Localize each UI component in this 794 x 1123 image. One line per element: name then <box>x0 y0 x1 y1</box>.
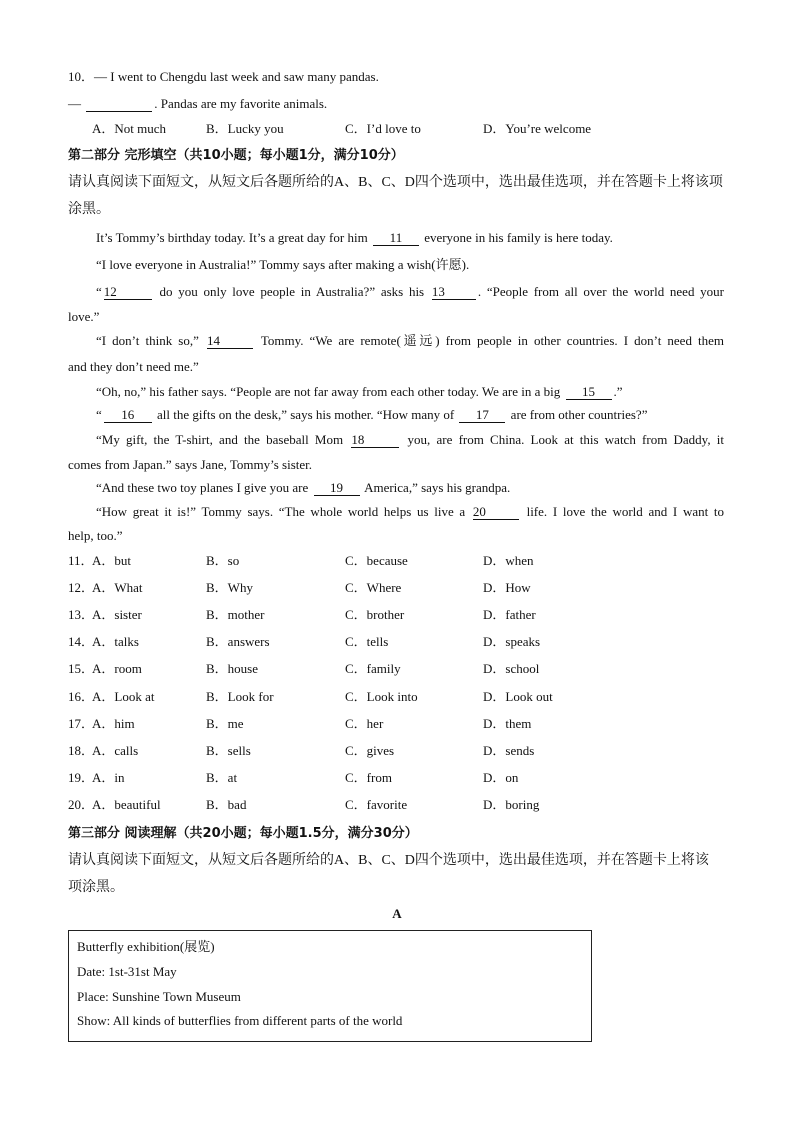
option-b: B．at <box>206 769 238 785</box>
question-number: 13． <box>68 607 95 623</box>
option-d: D．school <box>483 661 540 677</box>
blank-15: 15 <box>566 385 612 400</box>
option-b: B．Look for <box>206 688 274 704</box>
option-d: D．when <box>483 553 534 568</box>
option-a: A．beautiful <box>92 796 161 812</box>
passage-text: “How great it is!” Tommy says. “The whole world helps us live a <box>96 504 466 519</box>
option-a: A．room <box>92 661 142 677</box>
blank-11: 11 <box>373 231 419 246</box>
notice-box <box>68 930 592 1042</box>
passage-text: “And these two toy planes I give you are <box>96 480 309 495</box>
section-label-a: A <box>392 906 402 921</box>
option-d: D．How <box>483 580 531 596</box>
passage-p6 <box>96 406 647 424</box>
passage-p5 <box>96 383 623 401</box>
option-d: D．them <box>483 715 532 731</box>
option-c: C．tells <box>345 634 389 650</box>
passage-p4 <box>96 332 724 350</box>
option-b: B．so <box>206 553 240 568</box>
option-d: D．sends <box>483 742 535 758</box>
passage-text: .” <box>613 384 623 399</box>
passage-p3 <box>96 283 724 301</box>
notice-title: Butterfly exhibition(展览) <box>77 939 215 954</box>
q10-blank <box>86 97 152 112</box>
notice-date: Date: 1st-31st May <box>77 964 177 979</box>
option-d: D．Look out <box>483 688 553 704</box>
part2-heading: 第二部分 完形填空（共10小题；每小题1分，满分10分） <box>68 148 404 163</box>
q10-reply <box>68 95 327 113</box>
q10-option-d: D．You’re welcome <box>483 121 592 136</box>
passage-text: It’s Tommy’s birthday today. It’s a great day for him <box>96 230 368 245</box>
question-number: 16． <box>68 688 95 704</box>
passage-text: do you only love people in Australia?” asks his <box>159 284 425 299</box>
option-c: C．Where <box>345 580 402 596</box>
part2-instruction-2: 涂黑。 <box>68 202 110 217</box>
question-number: 12． <box>68 580 95 596</box>
option-b: B．me <box>206 715 244 731</box>
option-b: B．Why <box>206 580 253 596</box>
option-c: C．because <box>345 553 408 568</box>
passage-text: are from other countries?” <box>510 407 648 422</box>
option-b: B．house <box>206 661 259 677</box>
option-a: A．calls <box>92 742 139 758</box>
passage-text: all the gifts on the desk,” says his mother. “How many of <box>157 407 455 422</box>
notice-show: Show: All kinds of butterflies from different parts of the world <box>77 1013 403 1028</box>
passage-p2: “I love everyone in Australia!” Tommy says after making a wish(许愿). <box>96 257 470 272</box>
option-d: D．on <box>483 769 519 785</box>
passage-text: Tommy. “We are remote(遥远) from people in other countries. I don’t need them <box>260 333 725 348</box>
option-c: C．her <box>345 715 384 731</box>
option-a: A．in <box>92 769 125 785</box>
option-a: A．What <box>92 580 143 596</box>
passage-text: America,” says his grandpa. <box>364 480 511 495</box>
blank-13: 13 <box>432 285 476 300</box>
passage-p4-cont: and they don’t need me.” <box>68 359 199 374</box>
blank-18: 18 <box>351 433 399 448</box>
option-a: A．him <box>92 715 135 731</box>
question-number: 11． <box>68 553 94 568</box>
passage-text: everyone in his family is here today. <box>424 230 613 245</box>
option-a: A．talks <box>92 634 139 650</box>
option-a: A．sister <box>92 607 142 623</box>
blank-12: 12 <box>104 285 152 300</box>
question-number: 17． <box>68 715 95 731</box>
blank-19: 19 <box>314 481 360 496</box>
passage-p8 <box>96 479 510 497</box>
q10-option-c: C．I’d love to <box>345 121 421 136</box>
part3-instruction-1: 请认真阅读下面短文，从短文后各题所给的A、B、C、D四个选项中，选出最佳选项，并在答题卡上将该 <box>68 853 709 868</box>
q10-reply-suffix: . Pandas are my favorite animals. <box>154 96 328 111</box>
passage-text: . “People from all over the world need your <box>477 284 725 299</box>
passage-p7-cont: comes from Japan.” says Jane, Tommy’s sister. <box>68 457 313 472</box>
question-number: 18． <box>68 742 95 758</box>
passage-p9 <box>96 503 724 521</box>
question-number: 20． <box>68 796 95 812</box>
passage-text: “ <box>96 407 102 422</box>
option-a: A．but <box>92 553 132 568</box>
option-c: C．favorite <box>345 796 408 812</box>
question-number: 14． <box>68 634 95 650</box>
question-number: 19． <box>68 769 95 785</box>
option-d: D．boring <box>483 796 540 812</box>
blank-14: 14 <box>207 334 253 349</box>
option-a: A．Look at <box>92 688 155 704</box>
option-b: B．sells <box>206 742 251 758</box>
part3-instruction-2: 项涂黑。 <box>68 880 124 895</box>
option-b: B．bad <box>206 796 247 812</box>
option-c: C．brother <box>345 607 405 623</box>
passage-p3-cont: love.” <box>68 309 100 324</box>
option-d: D．father <box>483 607 536 623</box>
passage-text: life. I love the world and I want to <box>526 504 725 519</box>
option-c: C．family <box>345 661 401 677</box>
passage-text: “Oh, no,” his father says. “People are not far away from each other today. We are in a big <box>96 384 561 399</box>
option-c: C．Look into <box>345 688 418 704</box>
blank-20: 20 <box>473 505 519 520</box>
blank-16: 16 <box>104 408 152 423</box>
passage-p7 <box>96 431 724 449</box>
q10-reply-prefix: — <box>68 96 85 111</box>
part3-heading: 第三部分 阅读理解（共20小题；每小题1.5分，满分30分） <box>68 826 418 841</box>
q10-option-b: B．Lucky you <box>206 121 284 136</box>
passage-text: “I don’t think so,” <box>96 333 199 348</box>
passage-text: you, are from China. Look at this watch from Daddy, it <box>407 432 725 447</box>
question-number: 15． <box>68 661 95 677</box>
option-b: B．mother <box>206 607 265 623</box>
option-c: C．from <box>345 769 392 785</box>
option-c: C．gives <box>345 742 395 758</box>
notice-place: Place: Sunshine Town Museum <box>77 989 241 1004</box>
q10-prompt: 10．— I went to Chengdu last week and saw many pandas. <box>68 69 379 84</box>
part2-instruction-1: 请认真阅读下面短文，从短文后各题所给的A、B、C、D四个选项中，选出最佳选项，并在答题卡上将该项 <box>68 175 723 190</box>
blank-17: 17 <box>459 408 505 423</box>
q10-option-a: A．Not much <box>92 121 167 136</box>
passage-text: “ <box>96 284 102 299</box>
passage-p9-cont: help, too.” <box>68 528 123 543</box>
option-b: B．answers <box>206 634 270 650</box>
option-d: D．speaks <box>483 634 541 650</box>
passage-p1 <box>96 229 613 247</box>
passage-text: “My gift, the T-shirt, and the baseball Mom <box>96 432 344 447</box>
